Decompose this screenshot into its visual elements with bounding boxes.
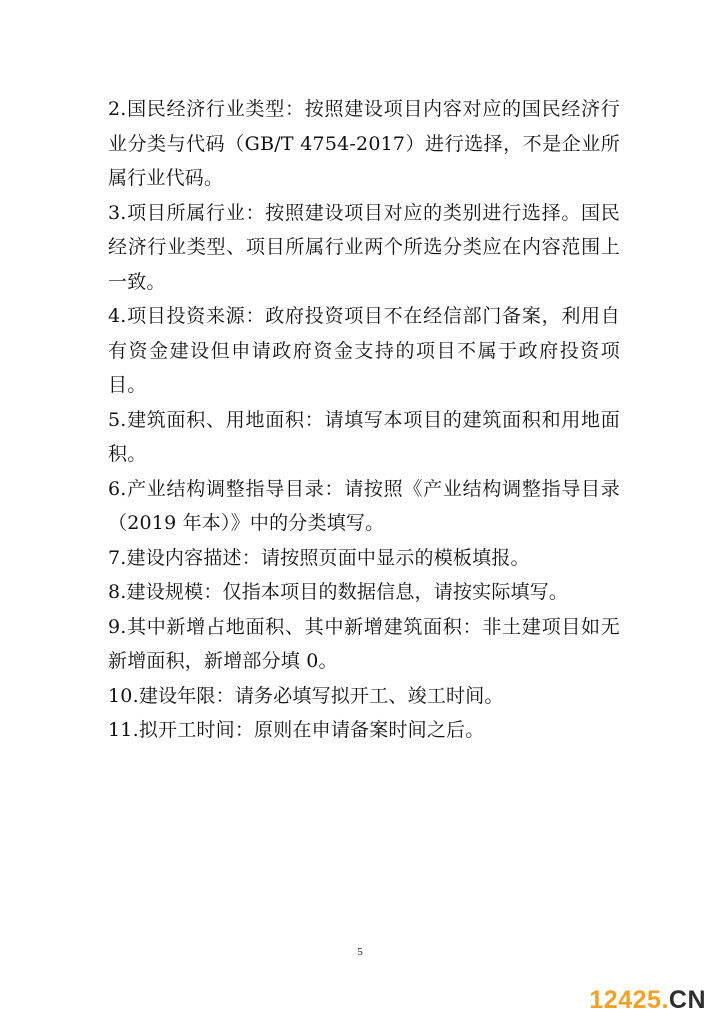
paragraph-investment-source: 4.项目投资来源：政府投资项目不在经信部门备案，利用自有资金建设但申请政府资金支持的项目不属于政府投资项目。 (108, 305, 620, 396)
watermark-number: 12425 (589, 986, 662, 1014)
paragraph-content-description: 7.建设内容描述：请按照页面中显示的模板填报。 (108, 546, 530, 569)
site-watermark-logo (589, 986, 706, 1015)
paragraph-new-area: 9.其中新增占地面积、其中新增建筑面积：非土建项目如无新增面积，新增部分填 0。 (108, 615, 620, 672)
paragraph-start-time: 11.拟开工时间：原则在申请备案时间之后。 (108, 719, 485, 741)
watermark-dot: . (661, 986, 669, 1014)
page-number: 5 (357, 946, 363, 958)
paragraph-industry-type: 2.国民经济行业类型：按照建设项目内容对应的国民经济行业分类与代码（GB/T 4754-2017）进行选择，不是企业所属行业代码。 (108, 98, 620, 189)
paragraph-project-industry: 3.项目所属行业：按照建设项目对应的类别进行选择。国民经济行业类型、项目所属行业两个所选分类应在内容范围上一致。 (108, 201, 620, 293)
paragraph-construction-scale: 8.建设规模：仅指本项目的数据信息，请按实际填写。 (108, 581, 569, 603)
paragraph-industry-catalog: 6.产业结构调整指导目录：请按照《产业结构调整指导目录（2019 年本）》中的分类填写。 (108, 477, 620, 534)
watermark-suffix: CN (668, 986, 706, 1014)
document-body (108, 92, 620, 748)
paragraph-construction-period: 10.建设年限：请务必填写拟开工、竣工时间。 (108, 684, 504, 707)
paragraph-building-area: 5.建筑面积、用地面积：请填写本项目的建筑面积和用地面积。 (108, 408, 620, 465)
